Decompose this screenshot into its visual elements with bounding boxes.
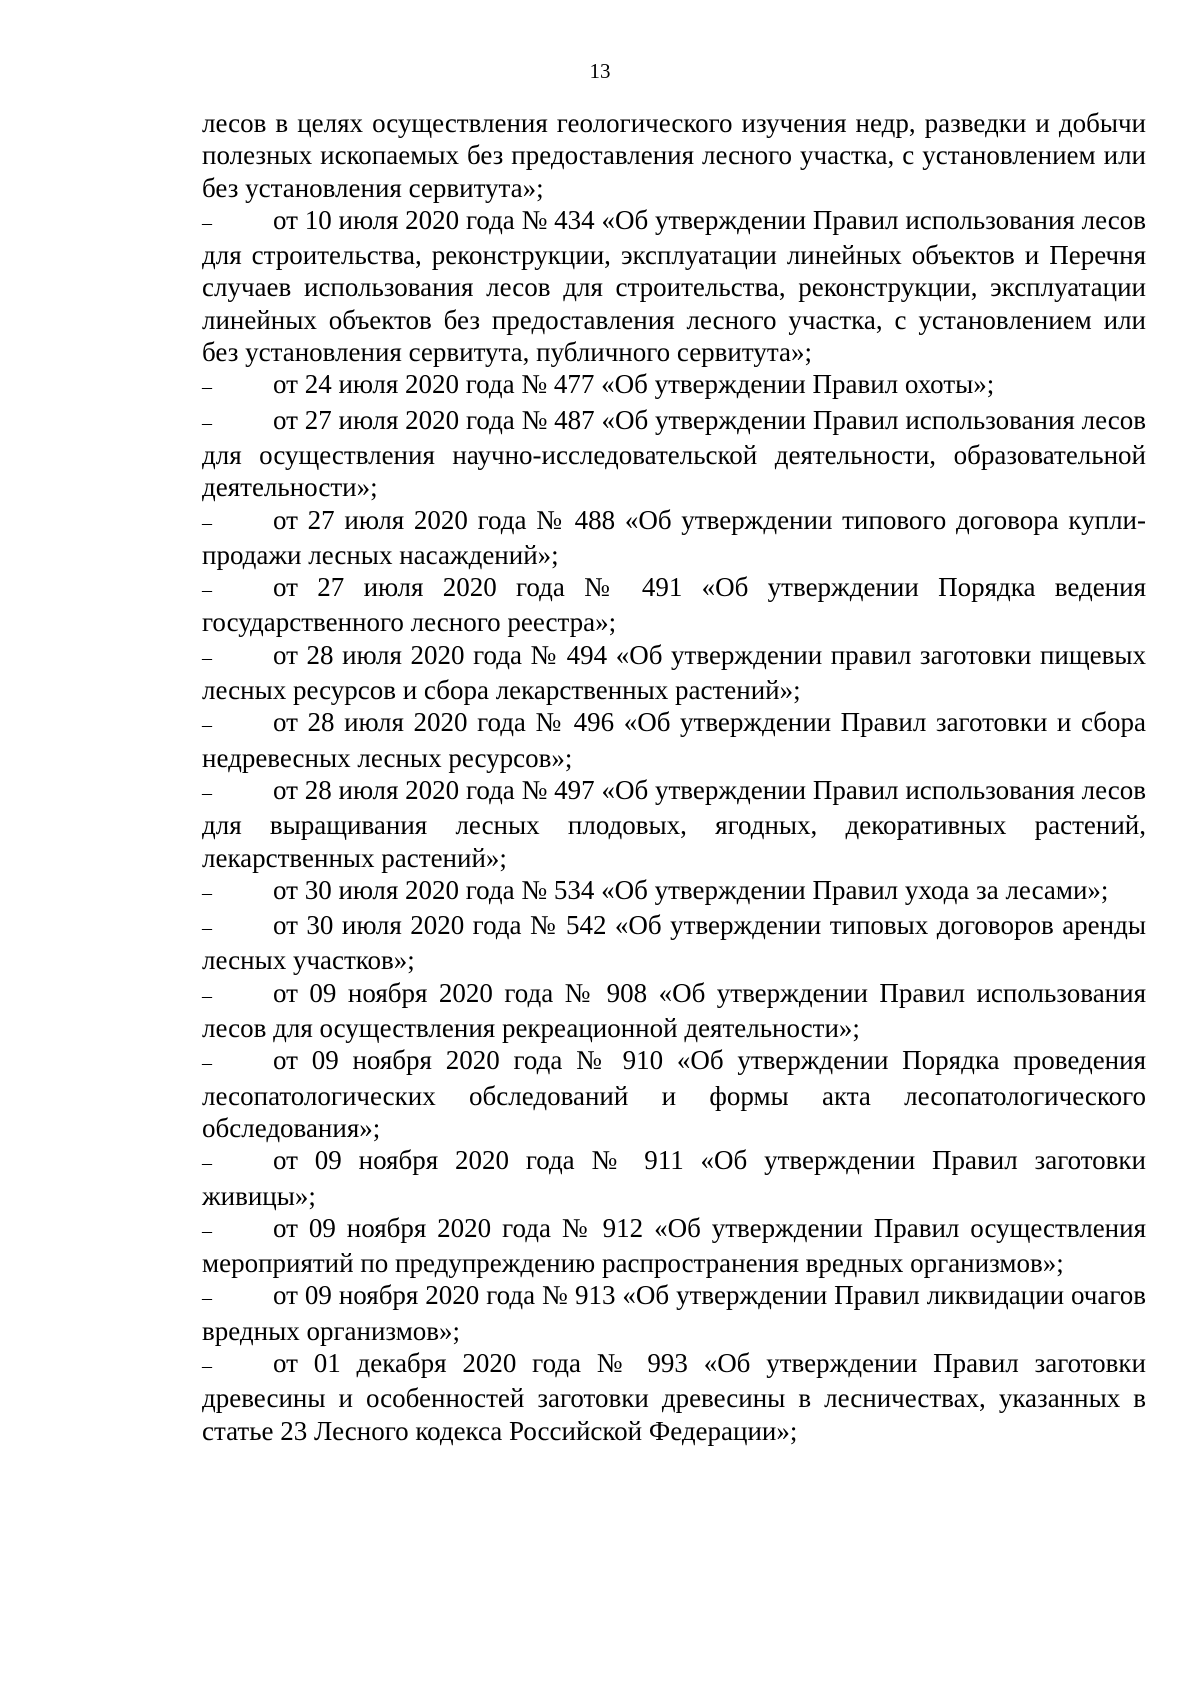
dash-bullet: – [202,646,212,669]
dash-bullet: – [202,881,212,904]
dash-bullet: – [202,376,212,399]
list-item [202,1212,1146,1280]
list-item [202,1044,1146,1144]
dash-bullet: – [202,781,212,804]
dash-bullet: – [202,511,212,534]
dash-bullet: – [202,1052,212,1075]
list-item-text: от 09 ноября 2020 года № 913 «Об утверждении Правил ликвидации очагов вредных организмов»; [202,1280,1146,1346]
dash-bullet: – [202,917,212,940]
list-item-text: от 09 ноября 2020 года № 910 «Об утверждении Порядка проведения лесопатологических обследований и формы акта лесопатологического обследования»; [202,1045,1146,1143]
decree-list [202,204,1146,1447]
list-item [202,571,1146,639]
dash-bullet: – [202,411,212,434]
list-item [202,504,1146,572]
dash-bullet: – [202,1287,212,1310]
list-item-text: от 09 ноября 2020 года № 908 «Об утверждении Правил использования лесов для осуществления рекреационной деятельности»; [202,977,1146,1044]
list-item [202,977,1146,1045]
list-item-text: от 30 июля 2020 года № 542 «Об утверждении типовых договоров аренды лесных участков»; [202,910,1146,976]
list-item-text: от 01 декабря 2020 года № 993 «Об утверждении Правил заготовки древесины и особенностей заготовки древесины в лесничествах, указанных в статье 23 Лесного кодекса Российской Федерации»; [202,1347,1146,1446]
document-body [202,107,1146,1447]
page-number: 13 [589,59,611,83]
list-item [202,404,1146,504]
dash-bullet: – [202,579,212,602]
intro-paragraph: лесов в целях осуществления геологического изучения недр, разведки и добычи полезных ископаемых без предоставления лесного участка, с установлением или без установления сервитута»; [202,108,1146,203]
list-item [202,706,1146,774]
list-item [202,639,1146,707]
dash-bullet: – [202,1219,212,1242]
list-item-text: от 27 июля 2020 года № 488 «Об утверждении типового договора купли-продажи лесных насаждений»; [202,504,1146,570]
list-item [202,204,1146,368]
list-item-text: от 09 ноября 2020 года № 912 «Об утверждении Правил осуществления мероприятий по предупреждению распространения вредных организмов»; [202,1212,1146,1279]
list-item-text: от 28 июля 2020 года № 497 «Об утверждении Правил использования лесов для выращивания лесных плодовых, ягодных, декоративных растений, лекарственных растений»; [202,774,1146,873]
dash-bullet: – [202,1152,212,1175]
list-item-text: от 10 июля 2020 года № 434 «Об утверждении Правил использования лесов для строительства, реконструкции, эксплуатации линейных объектов и Перечня случаев использования лесов для строительства, реконструкции, эксплуатации линейных объектов без предоставления лесного участка, с установлением или без установления сервитута, публичного сервитута»; [202,204,1146,368]
list-item [202,909,1146,977]
list-item-text: от 09 ноября 2020 года № 911 «Об утверждении Правил заготовки живицы»; [202,1145,1146,1211]
list-item-text: от 27 июля 2020 года № 491 «Об утверждении Порядка ведения государственного лесного реестра»; [202,572,1146,638]
list-item-text: от 28 июля 2020 года № 494 «Об утверждении правил заготовки пищевых лесных ресурсов и сбора лекарственных растений»; [202,639,1146,706]
list-item-text: от 27 июля 2020 года № 487 «Об утверждении Правил использования лесов для осуществления научно-исследовательской деятельности, образовательной деятельности»; [202,404,1146,503]
list-item-text: от 28 июля 2020 года № 496 «Об утверждении Правил заготовки и сбора недревесных лесных ресурсов»; [202,707,1146,773]
list-item [202,1279,1146,1347]
dash-bullet: – [202,211,212,234]
list-item-text: от 30 июля 2020 года № 534 «Об утверждении Правил ухода за лесами»; [273,874,1109,905]
dash-bullet: – [202,1354,212,1377]
list-item [202,874,1146,909]
list-item-text: от 24 июля 2020 года № 477 «Об утверждении Правил охоты»; [273,369,995,400]
dash-bullet: – [202,984,212,1007]
list-item [202,1347,1146,1447]
list-item [202,774,1146,874]
dash-bullet: – [202,714,212,737]
list-item [202,1144,1146,1212]
list-item [202,368,1146,403]
